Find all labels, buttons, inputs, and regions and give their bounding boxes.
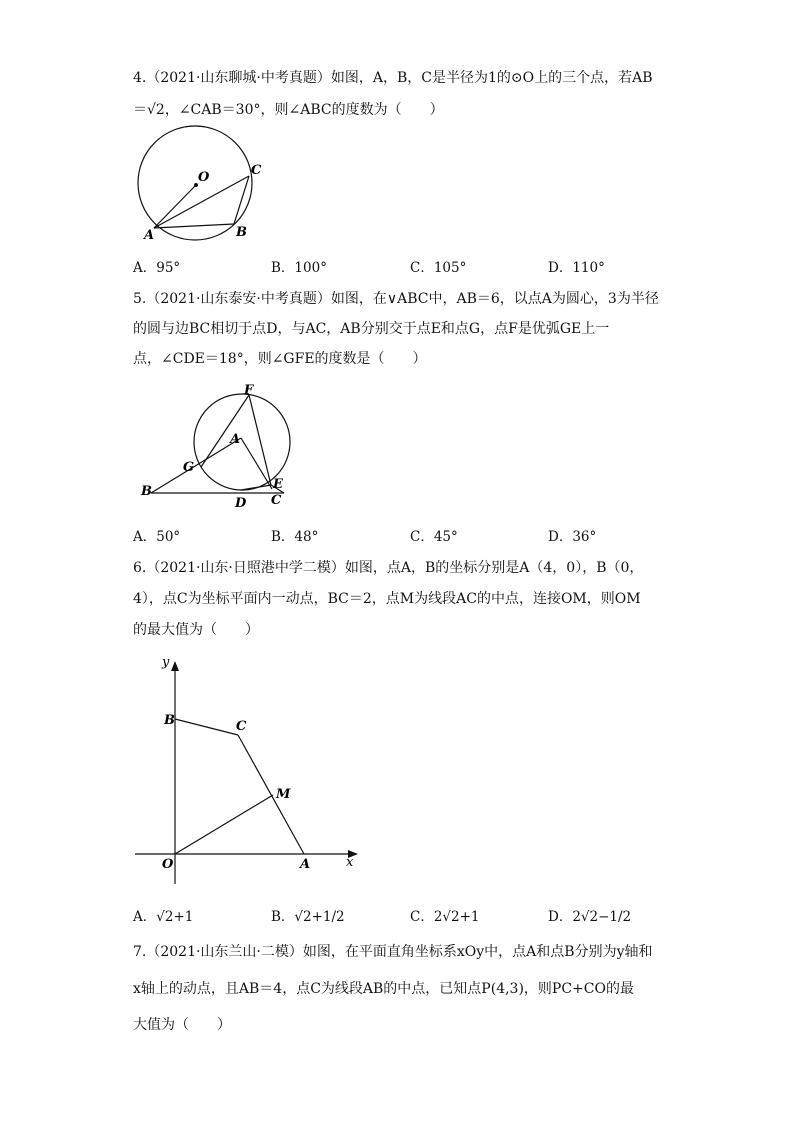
q4-option-c: C．105°: [410, 260, 467, 276]
q6-line-2: 4），点C为坐标平面内一动点，BC＝2，点M为线段AC的中点，连接OM，则OM: [133, 591, 641, 607]
q5-option-a: A．50°: [133, 529, 181, 545]
q5-line-2: 的圆与边BC相切于点D，与AC，AB分别交于点E和点G，点F是优弧GE上一: [133, 321, 610, 337]
q4-option-d: D．110°: [548, 260, 605, 276]
q5-option-c: C．45°: [410, 529, 458, 545]
q6-line-3: 的最大值为（ ）: [133, 622, 259, 638]
q4-option-b: B．100°: [271, 260, 327, 276]
q4-label-a: A: [144, 228, 155, 243]
q6-label-x: x: [346, 855, 354, 870]
q4-circle-figure: [130, 128, 270, 248]
q6-label-m: M: [276, 787, 291, 802]
q7-line-3: 大值为（ ）: [133, 1017, 231, 1033]
q6-line-1: 6.（2021·山东·日照港中学二模）如图，点A，B的坐标分别是A（4，0），B（0，: [133, 560, 644, 576]
q7-line-2: x轴上的动点，且AB＝4，点C为线段AB的中点，已知点P(4,3)，则PC+CO的最: [133, 981, 634, 997]
q5-label-a: A: [230, 432, 241, 447]
q6-label-y: y: [162, 655, 170, 670]
q7-line-1: 7.（2021·山东兰山·二模）如图，在平面直角坐标系xOy中，点A和点B分别为y轴和: [133, 944, 653, 960]
q6-label-c: C: [236, 719, 247, 734]
q6-coordinate-figure: [130, 650, 370, 890]
q5-line-3: 点，∠CDE＝18°，则∠GFE的度数是（ ）: [133, 351, 427, 367]
q5-line-1: 5.（2021·山东泰安·中考真题）如图，在∨ABC中，AB＝6，以点A为圆心，3为半径: [133, 291, 659, 307]
q6-option-c: C．2√2+1: [410, 909, 480, 925]
q5-label-f: F: [244, 383, 254, 398]
q6-label-o: O: [162, 857, 174, 872]
q5-label-c: C: [271, 493, 282, 508]
q4-label-o: O: [198, 170, 210, 185]
q4-line-1: 4.（2021·山东聊城·中考真题）如图，A，B，C是半径为1的⊙O上的三个点，若AB: [133, 70, 653, 86]
q6-label-b: B: [164, 713, 175, 728]
q6-label-a: A: [300, 857, 311, 872]
q4-line-2: ＝√2，∠CAB＝30°，则∠ABC的度数为（ ）: [133, 102, 444, 118]
q5-label-g: G: [183, 460, 195, 475]
q5-option-b: B．48°: [271, 529, 319, 545]
q5-label-e: E: [273, 477, 283, 492]
q4-label-b: B: [236, 225, 247, 240]
q6-option-a: A．√2+1: [133, 909, 194, 925]
q6-option-b: B．√2+1/2: [271, 909, 345, 925]
q4-option-a: A．95°: [133, 260, 181, 276]
q5-label-d: D: [235, 496, 247, 511]
q5-option-d: D．36°: [548, 529, 597, 545]
q6-option-d: D．2√2−1/2: [548, 909, 632, 925]
q5-tangent-circle-figure: [138, 382, 298, 512]
q4-label-c: C: [251, 163, 262, 178]
q5-label-b: B: [141, 484, 152, 499]
